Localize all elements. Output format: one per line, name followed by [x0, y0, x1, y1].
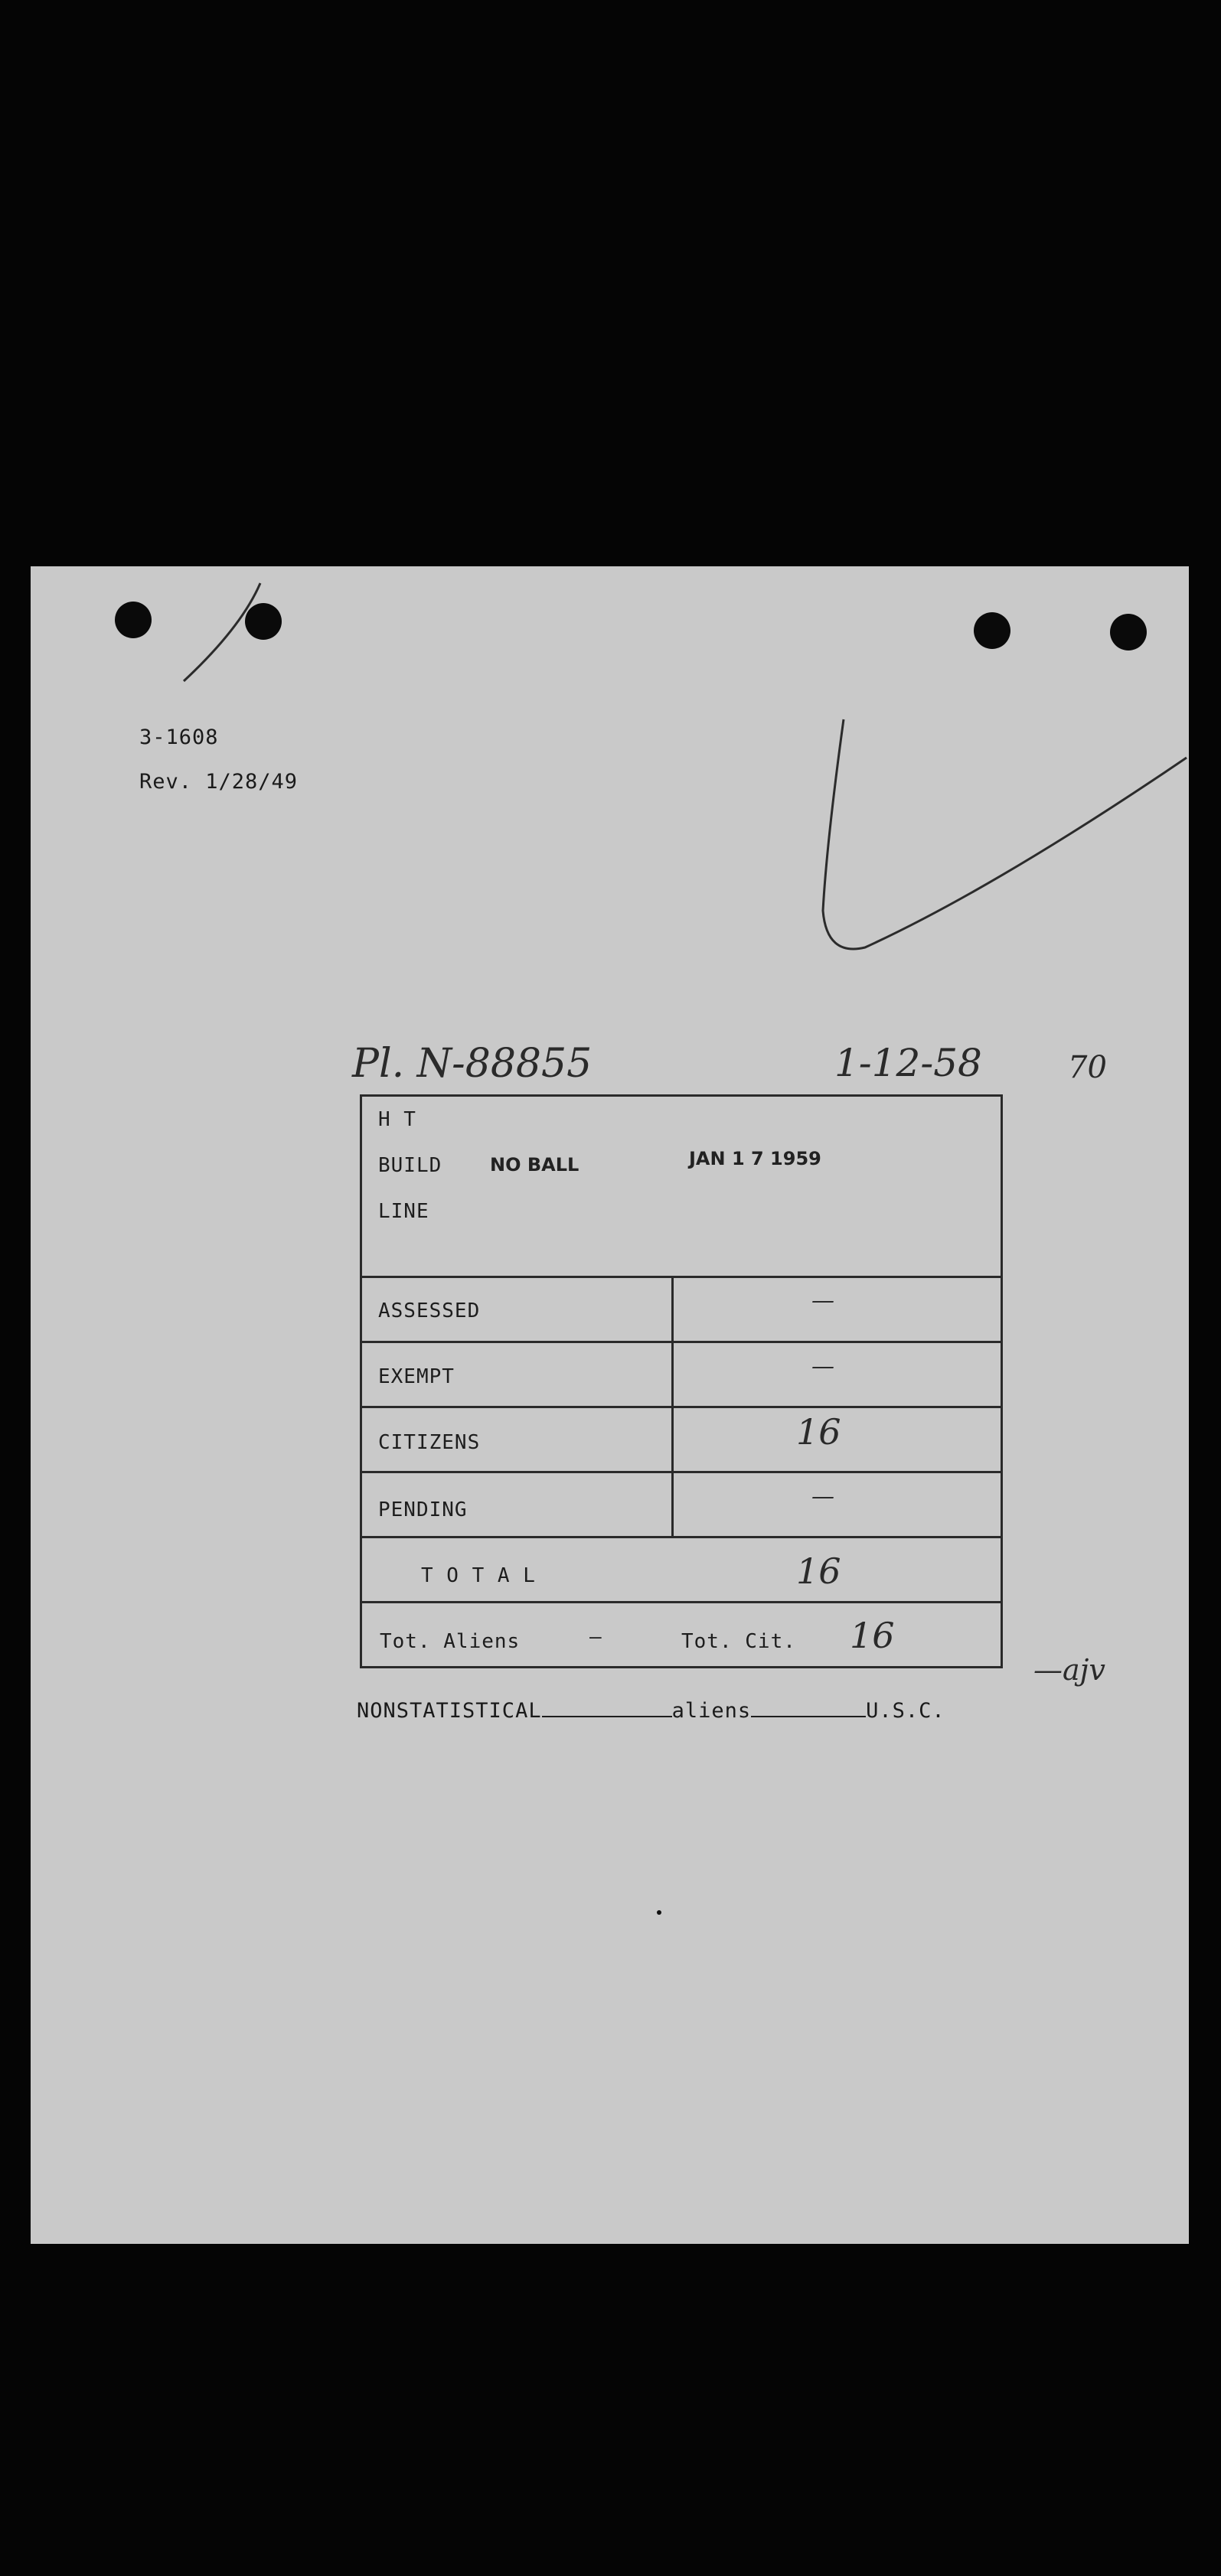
initials: —ajv — [1033, 1653, 1105, 1687]
handwritten-date: 1-12-58 — [834, 1041, 982, 1085]
tot-cit-value: 16 — [850, 1615, 895, 1656]
tot-aliens-label: Tot. Aliens — [380, 1630, 521, 1653]
total-label: T O T A L — [421, 1564, 536, 1587]
nonstatistical-line — [357, 1699, 945, 1723]
row-label: CITIZENS — [378, 1431, 481, 1454]
total-value: 16 — [796, 1550, 841, 1592]
slash-mark — [184, 583, 260, 681]
ht-label: H T — [378, 1108, 416, 1131]
nonstatistical-label: NONSTATISTICAL — [357, 1699, 542, 1723]
form-number: 3-1608 — [139, 726, 219, 749]
row-value: 16 — [796, 1411, 841, 1453]
table-row-value — [671, 1341, 1003, 1408]
row-value: — — [811, 1287, 834, 1314]
no-ball-stamp: NO BALL — [490, 1154, 579, 1176]
header-box — [360, 1094, 1003, 1278]
aliens-label: aliens — [671, 1699, 752, 1723]
build-label: BUILD — [378, 1154, 442, 1177]
row-label: ASSESSED — [378, 1299, 481, 1322]
document-page — [31, 566, 1189, 2244]
aliens-blank — [751, 1699, 866, 1717]
row-label: EXEMPT — [378, 1365, 455, 1388]
usc-label: U.S.C. — [866, 1699, 945, 1723]
tally-form — [360, 1094, 1003, 1676]
row-value: — — [811, 1483, 834, 1510]
row-value: — — [811, 1353, 834, 1380]
tot-cit-label: Tot. Cit. — [681, 1630, 796, 1653]
ink-speck — [657, 1910, 661, 1915]
table-row-value — [671, 1471, 1003, 1538]
page-number: 70 — [1068, 1050, 1107, 1085]
table-row-value — [671, 1276, 1003, 1343]
case-number: Pl. N-88855 — [352, 1041, 593, 1087]
revision-date: Rev. 1/28/49 — [139, 770, 299, 794]
line-label: LINE — [378, 1200, 429, 1223]
date-stamp: JAN 1 7 1959 — [689, 1148, 821, 1169]
nonstatistical-blank — [542, 1699, 672, 1717]
check-mark — [823, 719, 1187, 949]
tot-aliens-value: — — [589, 1625, 602, 1648]
row-label: PENDING — [378, 1498, 468, 1521]
